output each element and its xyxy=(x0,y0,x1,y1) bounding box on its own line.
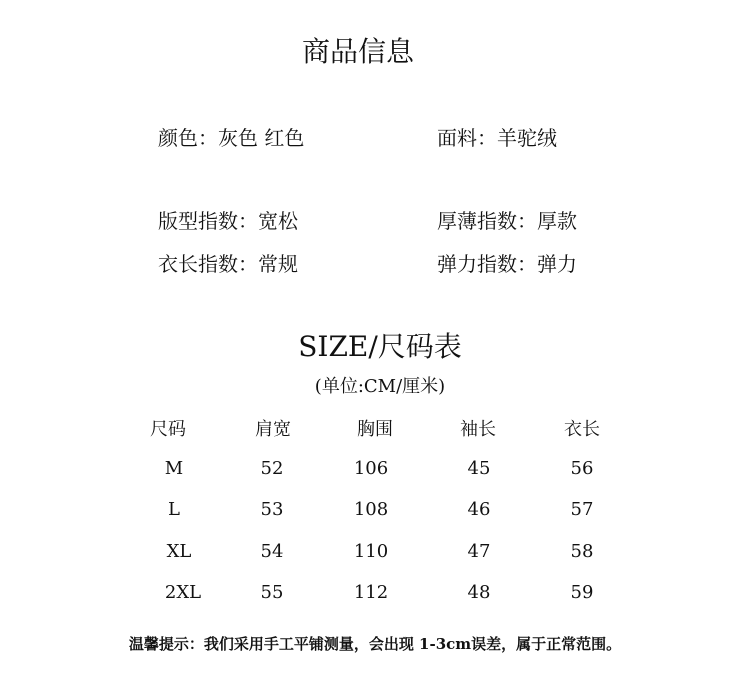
cell-length: 57 xyxy=(570,499,594,520)
info-fit: 版型指数：宽松 xyxy=(158,209,298,233)
cell-sleeve: 47 xyxy=(467,541,491,562)
cell-sleeve: 48 xyxy=(467,582,491,603)
cell-shoulder: 53 xyxy=(260,499,284,520)
cell-length: 56 xyxy=(570,458,594,479)
info-fabric: 面料：羊驼绒 xyxy=(437,126,557,150)
cell-shoulder: 54 xyxy=(260,541,284,562)
cell-size: XL xyxy=(166,541,192,562)
cell-chest: 108 xyxy=(353,499,389,520)
cell-chest: 110 xyxy=(353,541,389,562)
header-shoulder: 肩宽 xyxy=(255,419,291,440)
info-thickness: 厚薄指数：厚款 xyxy=(437,209,577,233)
header-sleeve: 袖长 xyxy=(460,419,496,440)
page-title: 商品信息 xyxy=(301,35,414,68)
cell-chest: 106 xyxy=(353,458,389,479)
measurement-note: 温馨提示：我们采用手工平铺测量，会出现 1-3cm误差，属于正常范围。 xyxy=(128,635,622,653)
cell-size: M xyxy=(164,458,184,479)
cell-chest: 112 xyxy=(353,582,389,603)
header-chest: 胸围 xyxy=(357,419,393,440)
size-table-title: SIZE/尺码表 xyxy=(298,330,462,363)
cell-shoulder: 55 xyxy=(260,582,284,603)
header-length: 衣长 xyxy=(564,419,600,440)
info-length: 衣长指数：常规 xyxy=(158,252,298,276)
size-table-unit: (单位:CM/厘米) xyxy=(314,376,446,397)
cell-sleeve: 46 xyxy=(467,499,491,520)
cell-length: 59 xyxy=(570,582,594,603)
cell-sleeve: 45 xyxy=(467,458,491,479)
cell-length: 58 xyxy=(570,541,594,562)
cell-size: L xyxy=(168,499,180,520)
info-elasticity: 弹力指数：弹力 xyxy=(437,252,577,276)
info-color: 颜色：灰色 红色 xyxy=(158,126,305,150)
cell-size: 2XL xyxy=(164,582,202,603)
header-size: 尺码 xyxy=(150,419,186,440)
cell-shoulder: 52 xyxy=(260,458,284,479)
